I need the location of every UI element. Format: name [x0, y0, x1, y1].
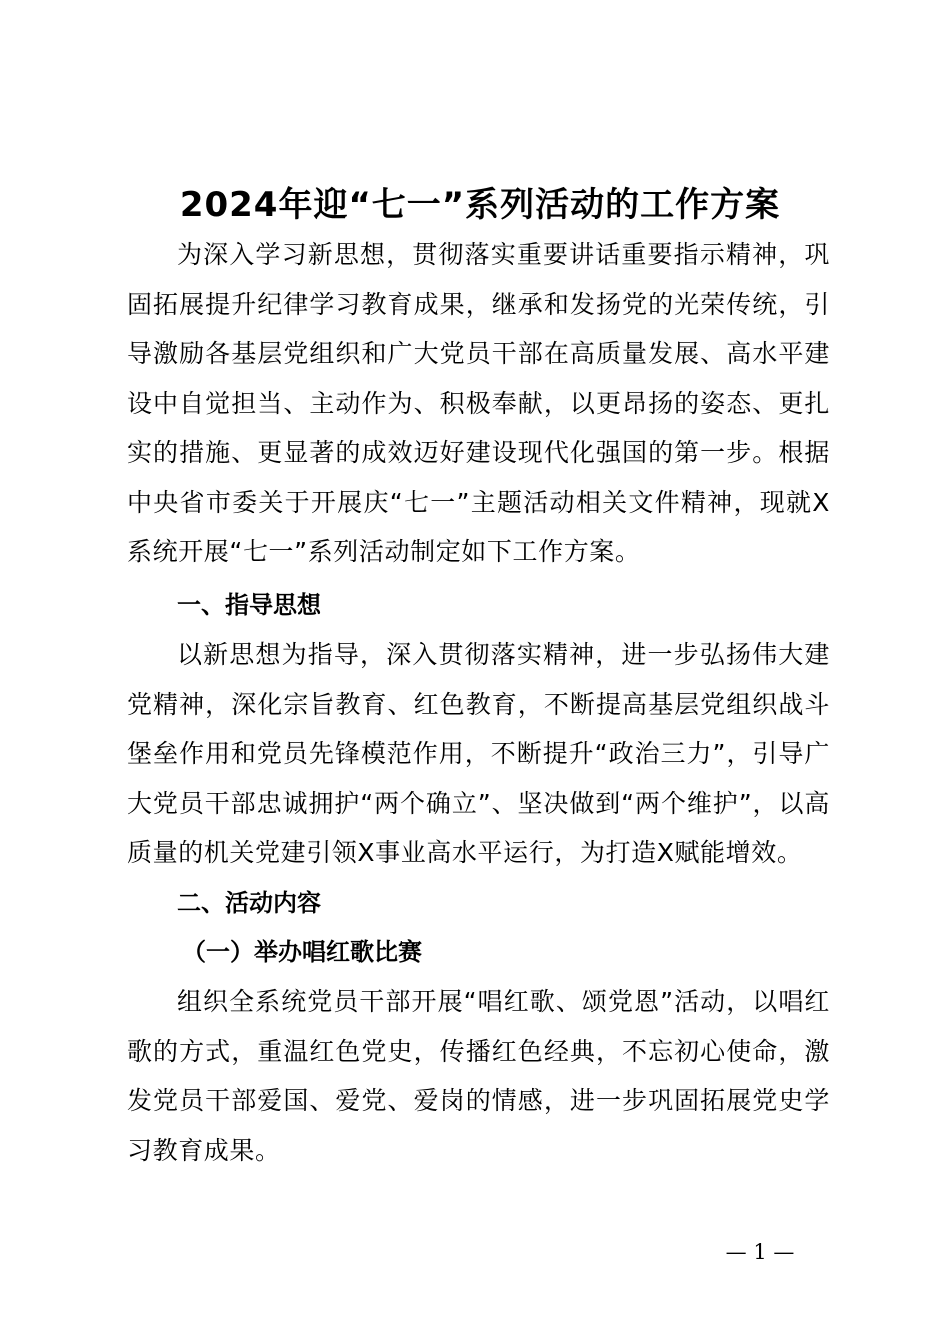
document-title: 2024年迎“七一”系列活动的工作方案	[179, 185, 781, 225]
section-heading-activity-content: 二、活动内容	[177, 889, 321, 917]
section-heading-guiding-ideology: 一、指导思想	[177, 591, 321, 619]
subsection-heading-red-song-contest: （一）举办唱红歌比赛	[182, 938, 422, 966]
guiding-ideology-paragraph: 以新思想为指导，深入贯彻落实精神，进一步弘扬伟大建党精神，深化宗旨教育、红色教育，不断提高基层党组织战斗堡垒作用和党员先锋模范作用，不断提升“政治三力”，引导广大党员干部忠诚拥护“两个确立”、坚决做到“两个维护”，以高质量的机关党建引领X事业高水平运行，为打造X赋能增效。	[127, 640, 830, 867]
page-number: — 1 —	[725, 1240, 795, 1264]
intro-paragraph: 为深入学习新思想，贯彻落实重要讲话重要指示精神，巩固拓展提升纪律学习教育成果，继承和发扬党的光荣传统，引导激励各基层党组织和广大党员干部在高质量发展、高水平建设中自觉担当、主动作为、积极奉献，以更昂扬的姿态、更扎实的措施、更显著的成效迈好建设现代化强国的第一步。根据中央省市委关于开展庆“七一”主题活动相关文件精神，现就X系统开展“七一”系列活动制定如下工作方案。	[127, 240, 830, 566]
red-song-contest-paragraph: 组织全系统党员干部开展“唱红歌、颂党恩”活动，以唱红歌的方式，重温红色党史，传播红色经典，不忘初心使命，激发党员干部爱国、爱党、爱岗的情感，进一步巩固拓展党史学习教育成果。	[127, 987, 830, 1165]
